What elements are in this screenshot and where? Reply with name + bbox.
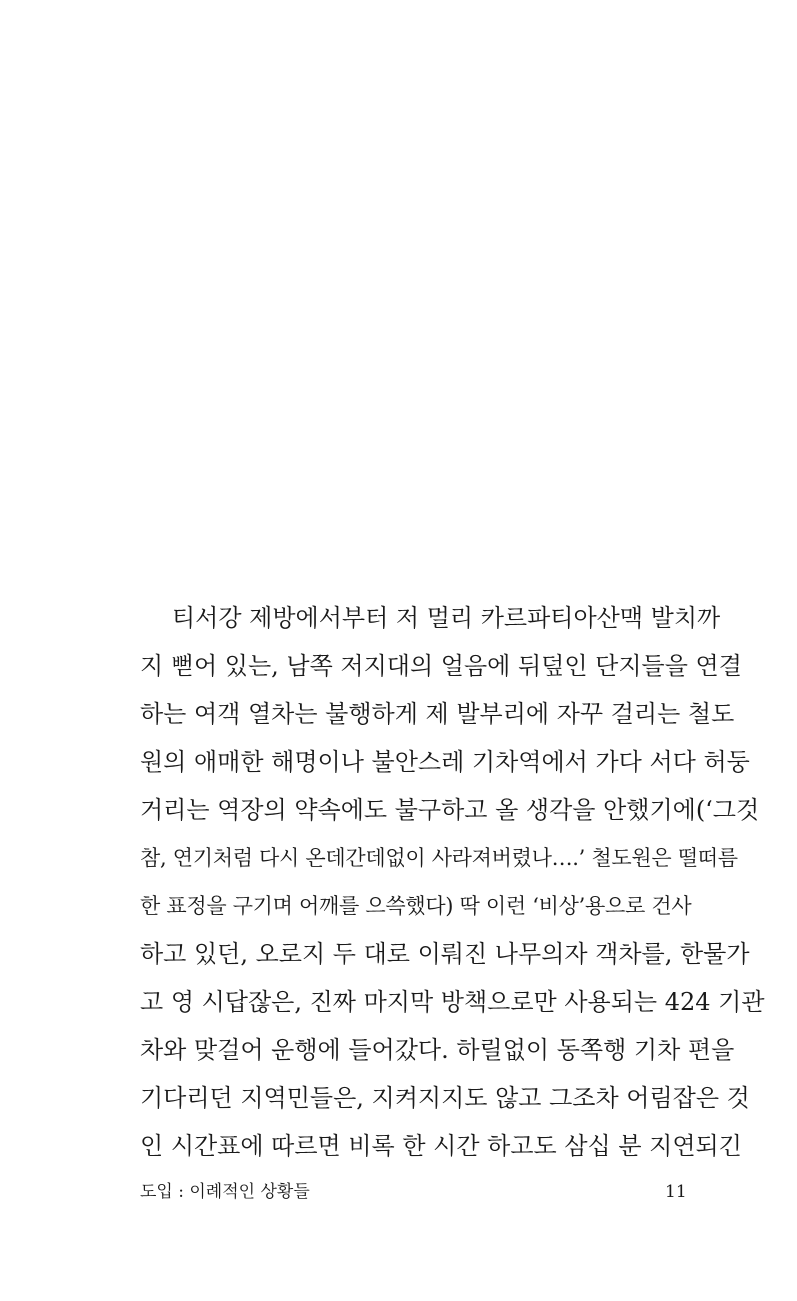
text-line: 인 시간표에 따르면 비록 한 시간 하고도 삼십 분 지연되긴 [140,1132,742,1160]
text-line: 참, 연기처럼 다시 온데간데없이 사라져버렸나….’ 철도원은 떨떠름 [140,846,738,870]
text-line: 하는 여객 열차는 불행하게 제 발부리에 자꾸 걸리는 철도 [140,700,735,728]
running-title: 도입 : 이례적인 상황들 [140,1182,310,1202]
body-paragraph [140,594,765,1170]
text-line: 티서강 제방에서부터 저 멀리 카르파티아산맥 발치까 [172,604,721,632]
text-line: 거리는 역장의 약속에도 불구하고 올 생각을 안했기에(‘그것 [140,796,760,824]
text-line: 원의 애매한 해명이나 불안스레 기차역에서 가다 서다 허둥 [140,748,750,776]
text-line: 하고 있던, 오로지 두 대로 이뤄진 나무의자 객차를, 한물가 [140,940,750,968]
text-line: 기다리던 지역민들은, 지켜지지도 않고 그조차 어림잡은 것 [140,1084,750,1112]
text-line: 한 표정을 구기며 어깨를 으쓱했다) 딱 이런 ‘비상’용으로 건사 [140,894,692,918]
text-line: 차와 맞걸어 운행에 들어갔다. 하릴없이 동쪽행 기차 편을 [140,1036,735,1064]
text-line: 지 뻗어 있는, 남쪽 저지대의 얼음에 뒤덮인 단지들을 연결 [140,652,742,680]
page-number: 11 [665,1182,687,1202]
text-line: 고 영 시답잖은, 진짜 마지막 방책으로만 사용되는 424 기관 [140,988,765,1016]
